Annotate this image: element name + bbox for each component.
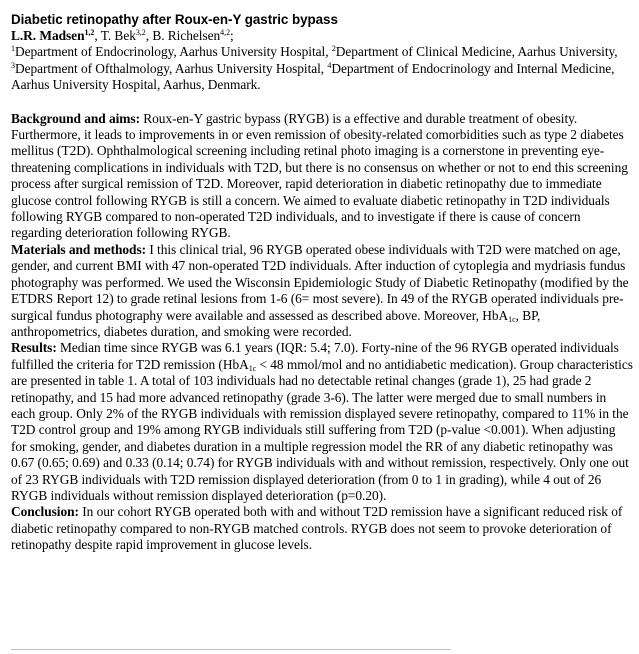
- results-text-b: < 48 mmol/mol and no antidiabetic medication). Group characteristics are presented in table 1. A total of 103 individuals had no detectable retinal changes (grade 1), 25 had grade 2 retinopathy, and 15 had more advanced retinopathy (grade 3-6). The latter were merged due to small numbers in each group. Only 2% of the RYGB individuals with remission displayed severe retinopathy, compared to 11% in the T2D control group and 19% among RYGB individuals still suffering from T2D (p-value <0.001). When adjusting for smoking, gender, and diabetes duration in a multiple regression model the RR of any diabetic retinopathy was 0.67 (0.65; 0.69) and 0.33 (0.14; 0.74) for RYGB individuals with and without remission, respectively. Only one out of 23 RYGB individuals with T2D remission displayed deterioration (from 0 to 1 in grading), while 4 out of 26 RYGB individuals without remission displayed deterioration (p=0.20).: [11, 356, 633, 503]
- author-2: T. Bek$^{3,2}$: [100, 28, 146, 43]
- abstract: [11, 12, 633, 554]
- bottom-divider: [11, 649, 451, 650]
- methods-text-b: , BP, anthropometrics, diabetes duration, and smoking were recorded.: [11, 307, 541, 339]
- affil-2: Department of Clinical Medicine, Aarhus University,: [335, 44, 618, 60]
- background-text: Roux-en-Y gastric bypass (RYGB) is a effective and durable treatment of obesity. Furthermore, it leads to improvements in or even remission of obesity-related comorbidities such as type 2 diabetes mellitus (T2D). Ophthalmological screening including retinal photo imaging is a cornerstone in preventing eye-threatening complications in individuals with T2D, but there is no consensus on whether or not to end this screening process after surgical remission of T2D. Moreover, rapid deterioration in diabetic retinopathy due to immediate glucose control following RYGB is still a concern. We aimed to evaluate diabetic retinopathy in T2D individuals following RYGB compared to non-operated T2D individuals, and to investigate if there is cause of concern regarding deterioration following RYGB.: [11, 110, 628, 241]
- background-section: [11, 111, 633, 242]
- results-label: Results:: [11, 340, 57, 356]
- affil-3: Department of Ofthalmology, Aarhus University Hospital,: [14, 60, 328, 76]
- author-2-affil: 3,2: [135, 28, 146, 37]
- conclusion-section: [11, 504, 633, 553]
- affil-4: Department of Endocrinology and Internal Medicine, Aarhus University Hospital, Aarhus, Denmark.: [11, 60, 615, 93]
- spacer: [11, 94, 633, 111]
- affiliations: [11, 44, 633, 93]
- background-label: Background and aims:: [11, 110, 140, 126]
- conclusion-text: In our cohort RYGB operated both with and without T2D remission have a significant reduced risk of diabetic retinopathy compared to non-RYGB matched controls. RYGB does not seem to provoke deterioration of retinopathy despite rapid improvement in glucose levels.: [11, 504, 623, 553]
- author-list: L.R. Madsen$^{1,2}$, T. Bek$^{3,2}$, B. Richelsen$^{4,2}$;: [11, 28, 234, 43]
- abstract-title: Diabetic retinopathy after Roux-en-Y gastric bypass: [11, 12, 338, 27]
- affil-3-sup: 3: [11, 60, 15, 70]
- affil-4-sup: 4: [327, 60, 332, 70]
- results-section: [11, 340, 633, 504]
- author-3: B. Richelsen$^{4,2}$: [152, 28, 231, 43]
- methods-text-a: I this clinical trial, 96 RYGB operated obese individuals with T2D were matched on age, gender, and current BMI with 47 non-operated T2D individuals. After induction of cytoplegia and mydriasis fundus photography was performed. We used the Wisconsin Epidemiologic Study of Diabetic Retinopathy (modified by the ETDRS Report 12) to grade retinal lesions from 1-6 (6= most severe). In 49 of the RYGB operated individuals pre-surgical fundus photography were available and assessed as described above. Moreover, HbA: [11, 241, 629, 323]
- affil-1: Department of Endocrinology, Aarhus University Hospital,: [14, 44, 332, 60]
- results-text-a: Median time since RYGB was 6.1 years (IQR: 5.4; 7.0). Forty-nine of the 96 RYGB operated individuals fulfilled the criteria for T2D remission (HbA: [11, 340, 619, 372]
- author-3-affil: 4,2: [220, 28, 231, 37]
- affil-1-sup: 1: [11, 44, 15, 54]
- methods-hba1c-sub: 1c: [508, 314, 516, 324]
- affil-2-sup: 2: [331, 44, 336, 54]
- conclusion-label: Conclusion:: [11, 504, 79, 520]
- methods-section: [11, 242, 633, 340]
- author-1-affil: 1,2: [84, 28, 95, 37]
- results-hba1c-sub: 1c: [248, 363, 257, 373]
- author-1: L.R. Madsen$^{1,2}$: [11, 28, 95, 43]
- methods-label: Materials and methods:: [11, 241, 147, 257]
